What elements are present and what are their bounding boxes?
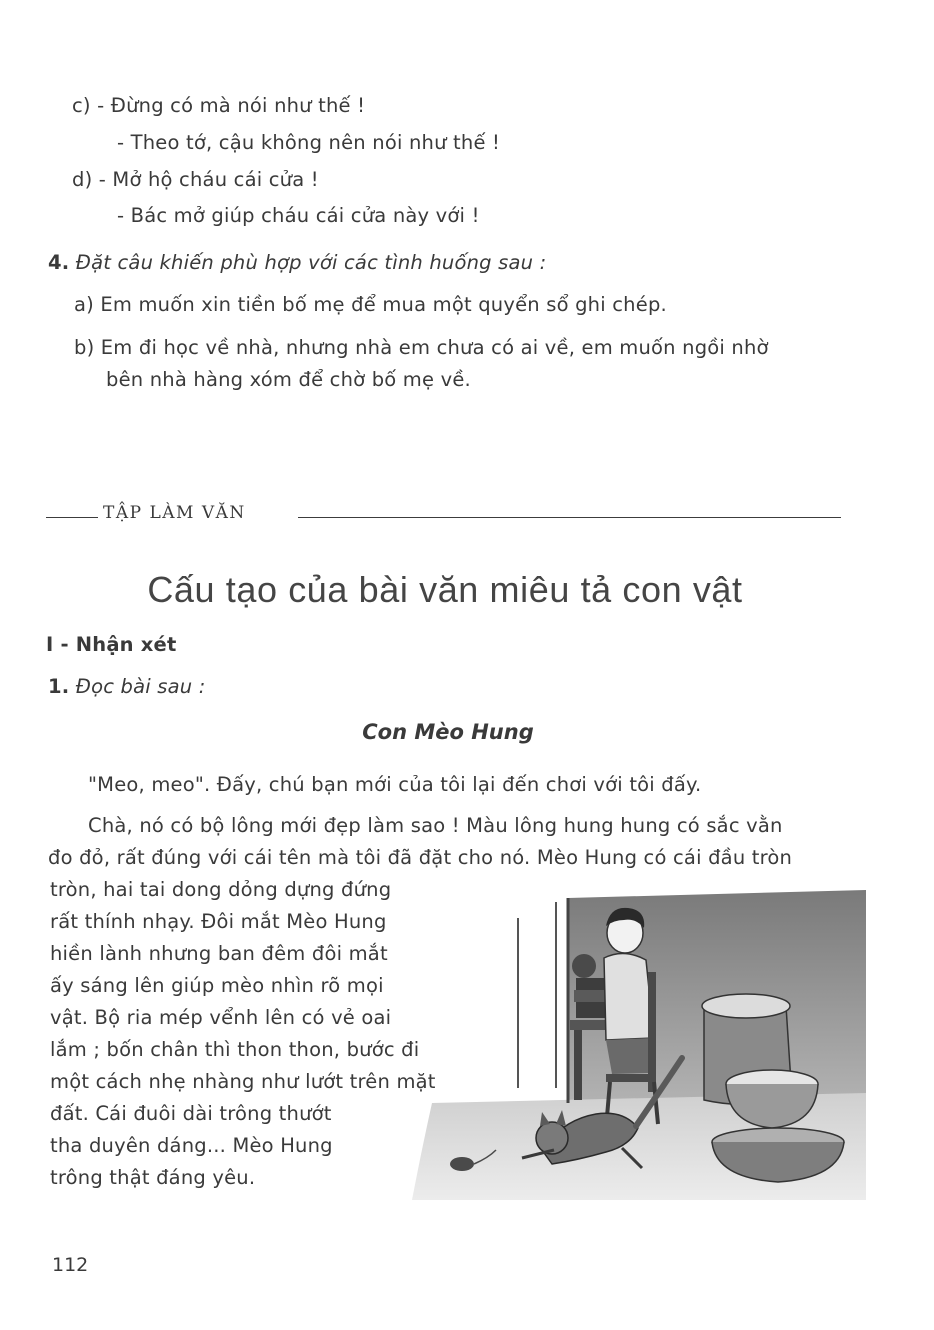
lamp-icon <box>572 954 596 978</box>
story-line: Chà, nó có bộ lông mới đẹp làm sao ! Màu lông hung hung có sắc vằn <box>88 814 783 837</box>
story-line: vật. Bộ ria mép vểnh lên có vẻ oai <box>50 1006 392 1029</box>
rice-sack-top <box>702 994 790 1018</box>
story-line: trông thật đáng yêu. <box>50 1166 256 1189</box>
exercise-4b-line-1: b) Em đi học về nhà, nhưng nhà em chưa có ai về, em muốn ngồi nhờ <box>74 336 769 359</box>
part-heading: I - Nhận xét <box>46 633 177 656</box>
exercise-4-prompt <box>48 253 546 273</box>
story-line: đất. Cái đuôi dài trông thướt <box>50 1102 332 1125</box>
exercise-4a: a) Em muốn xin tiền bố mẹ để mua một quyển sổ ghi chép. <box>74 293 667 316</box>
exercise-3c-line-1: c) - Đừng có mà nói như thế ! <box>72 94 366 117</box>
lesson-title: Cấu tạo của bài văn miêu tả con vật <box>147 569 743 610</box>
mouse <box>450 1157 474 1171</box>
task-1-number: 1. <box>48 675 70 698</box>
story-line: lắm ; bốn chân thì thon thon, bước đi <box>50 1038 420 1061</box>
exercise-3d-line-1: d) - Mở hộ cháu cái cửa ! <box>72 168 319 191</box>
story-line: tròn, hai tai dong dỏng dựng đứng <box>50 878 392 901</box>
task-1-text: Đọc bài sau : <box>75 675 206 698</box>
boy-pants <box>606 1038 654 1074</box>
story-line: đo đỏ, rất đúng với cái tên mà tôi đã đặt cho nó. Mèo Hung có cái đầu tròn <box>48 846 793 869</box>
desk-leg <box>574 1030 582 1100</box>
story-line: hiền lành nhưng ban đêm đôi mắt <box>50 942 388 965</box>
boy-shirt <box>604 953 654 1040</box>
section-heading: TẬP LÀM VĂN <box>103 503 246 523</box>
cat-illustration <box>392 888 866 1200</box>
page-number: 112 <box>52 1254 89 1276</box>
exercise-3d-line-2: - Bác mở giúp cháu cái cửa này với ! <box>117 204 480 227</box>
book <box>576 978 608 990</box>
story-line: tha duyên dáng... Mèo Hung <box>50 1134 333 1157</box>
exercise-4-text: Đặt câu khiến phù hợp với các tình huống sau : <box>75 251 547 274</box>
exercise-4-number: 4. <box>48 251 70 274</box>
heading-rule-left <box>46 517 98 518</box>
story-line: rất thính nhạy. Đôi mắt Mèo Hung <box>50 910 387 933</box>
exercise-4b-line-2: bên nhà hàng xóm để chờ bố mẹ về. <box>106 368 471 391</box>
heading-rule-right <box>298 517 841 518</box>
task-1 <box>48 677 206 697</box>
story-line: ấy sáng lên giúp mèo nhìn rõ mọi <box>50 974 384 997</box>
story-line: một cách nhẹ nhàng như lướt trên mặt <box>50 1070 436 1093</box>
story-line: "Meo, meo". Đấy, chú bạn mới của tôi lại đến chơi với tôi đấy. <box>88 773 702 796</box>
story-title: Con Mèo Hung <box>362 720 534 744</box>
exercise-3c-line-2: - Theo tớ, cậu không nên nói như thế ! <box>117 131 501 154</box>
chair-seat <box>606 1074 656 1082</box>
